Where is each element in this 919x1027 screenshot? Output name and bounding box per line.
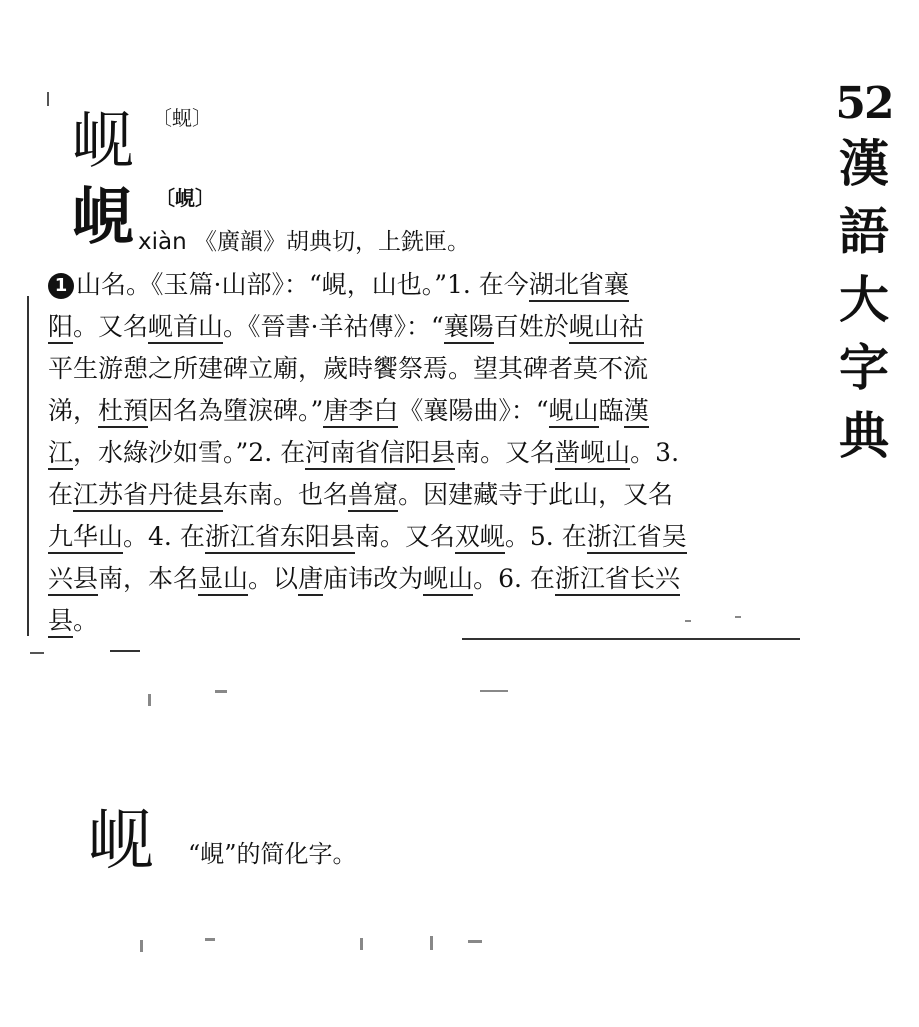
book-title-char: 典 xyxy=(839,406,889,465)
definition-text: 。5. 在 xyxy=(504,522,587,551)
proper-noun: 江苏省 xyxy=(73,480,148,512)
definition-text: 南。又名 xyxy=(354,522,455,551)
definition-text: 。4. 在 xyxy=(123,522,205,551)
proper-noun: 双岘 xyxy=(455,522,505,554)
proper-noun: 襄陽 xyxy=(444,312,494,344)
definition-line xyxy=(48,478,673,512)
definition-text: 涕， xyxy=(48,396,99,425)
definition-line xyxy=(48,394,649,428)
definition-text: 。以 xyxy=(248,564,299,593)
proper-noun: 岘首山 xyxy=(148,312,223,344)
definition-line xyxy=(48,436,679,470)
proper-noun: 岘山 xyxy=(423,564,473,596)
definition-text: 百姓於 xyxy=(493,312,569,341)
definition-line xyxy=(48,352,648,386)
scan-noise xyxy=(205,938,215,941)
proper-noun: 峴山 xyxy=(569,312,619,344)
book-title-char: 字 xyxy=(839,338,889,397)
margin-line xyxy=(27,296,29,636)
scan-mark xyxy=(47,92,49,106)
scan-noise xyxy=(685,620,691,622)
definition-text: 。3. xyxy=(630,438,680,467)
definition-text: 。因建藏寺于此山，又名 xyxy=(398,480,674,509)
rhyme-source: 《廣韻》胡典切，上銑匣。 xyxy=(194,229,470,255)
variant-form-entry-2: 〔峴〕 xyxy=(155,186,215,210)
scan-noise xyxy=(360,938,363,950)
definition-text: 在 xyxy=(48,480,74,509)
proper-noun: 凿岘山 xyxy=(555,438,630,470)
proper-noun: 阳 xyxy=(48,312,73,344)
proper-noun: 唐 xyxy=(323,396,348,428)
definition-line xyxy=(48,604,98,638)
headword-entry-3: 岘 xyxy=(88,802,154,879)
definition-text: 因名為墮淚碑。” xyxy=(148,396,324,425)
simplified-form-note: “峴”的简化字。 xyxy=(188,840,357,868)
scan-noise xyxy=(215,690,227,693)
proper-noun: 江 xyxy=(48,438,73,470)
definition-text: 臨 xyxy=(598,396,624,425)
definition-text: 南。又名 xyxy=(455,438,556,467)
pronunciation xyxy=(138,227,470,257)
definition-text: 。6. 在 xyxy=(473,564,555,593)
scan-noise xyxy=(148,694,151,706)
proper-noun: 浙江省 xyxy=(205,522,280,554)
section-rule xyxy=(462,638,800,640)
definition-text: ，水綠沙如雪。”2. 在 xyxy=(73,438,306,467)
proper-noun: 兽窟 xyxy=(348,480,398,512)
proper-noun: 东阳县 xyxy=(280,522,355,554)
scan-noise xyxy=(480,690,508,692)
short-rule xyxy=(110,650,140,652)
book-title-char: 語 xyxy=(839,202,889,261)
headword-entry-1: 岘 xyxy=(72,104,135,177)
scan-noise xyxy=(735,616,741,618)
book-title-char: 大 xyxy=(839,270,889,329)
proper-noun: 杜預 xyxy=(98,396,148,428)
proper-noun: 峴山 xyxy=(549,396,599,428)
proper-noun: 信阳县 xyxy=(380,438,455,470)
proper-noun: 浙江省 xyxy=(555,564,630,596)
headword-entry-2: 峴 xyxy=(72,180,135,253)
definition-text: 东南。也名 xyxy=(223,480,349,509)
proper-noun: 湖北省 xyxy=(529,270,604,302)
scan-noise xyxy=(468,940,482,943)
definition-text: 。又名 xyxy=(73,312,149,341)
proper-noun: 县 xyxy=(48,606,73,638)
definition-line xyxy=(48,562,680,596)
definition-text: 《襄陽曲》：“ xyxy=(398,396,549,425)
definition-line xyxy=(48,520,687,554)
definition-line xyxy=(48,268,629,302)
definition-text: 。 xyxy=(73,606,99,635)
proper-noun: 祜 xyxy=(619,312,644,344)
proper-noun: 唐 xyxy=(298,564,323,596)
pinyin: xiàn xyxy=(138,229,187,255)
proper-noun: 吴 xyxy=(662,522,687,554)
definition-text: 平生游憩之所建碑立廟，歲時饗祭焉。望其碑者莫不流 xyxy=(48,354,649,383)
proper-noun: 兴县 xyxy=(48,564,98,596)
sense-number-badge: 1 xyxy=(48,273,74,299)
book-title-char: 漢 xyxy=(839,134,889,193)
proper-noun: 长兴 xyxy=(630,564,680,596)
proper-noun: 李白 xyxy=(348,396,398,428)
definition-text: 庙讳改为 xyxy=(323,564,424,593)
proper-noun: 河南省 xyxy=(305,438,380,470)
scan-mark xyxy=(30,652,44,654)
proper-noun: 九华山 xyxy=(48,522,123,554)
book-title xyxy=(832,130,896,470)
running-head xyxy=(832,78,896,470)
proper-noun: 显山 xyxy=(198,564,248,596)
definition-text: 。《晉書·羊祜傳》：“ xyxy=(223,312,444,341)
variant-form-entry-1: 〔蚬〕 xyxy=(152,106,212,130)
proper-noun: 浙江省 xyxy=(587,522,662,554)
definition-line xyxy=(48,310,644,344)
page-number: 52 xyxy=(835,78,893,129)
scan-noise xyxy=(430,936,433,950)
proper-noun: 襄 xyxy=(604,270,629,302)
proper-noun: 漢 xyxy=(624,396,649,428)
scan-noise xyxy=(140,940,143,952)
proper-noun: 丹徒县 xyxy=(148,480,223,512)
definition-text: 山名。《玉篇·山部》：“峴，山也。”1. 在今 xyxy=(76,270,529,299)
definition-text: 南，本名 xyxy=(98,564,199,593)
